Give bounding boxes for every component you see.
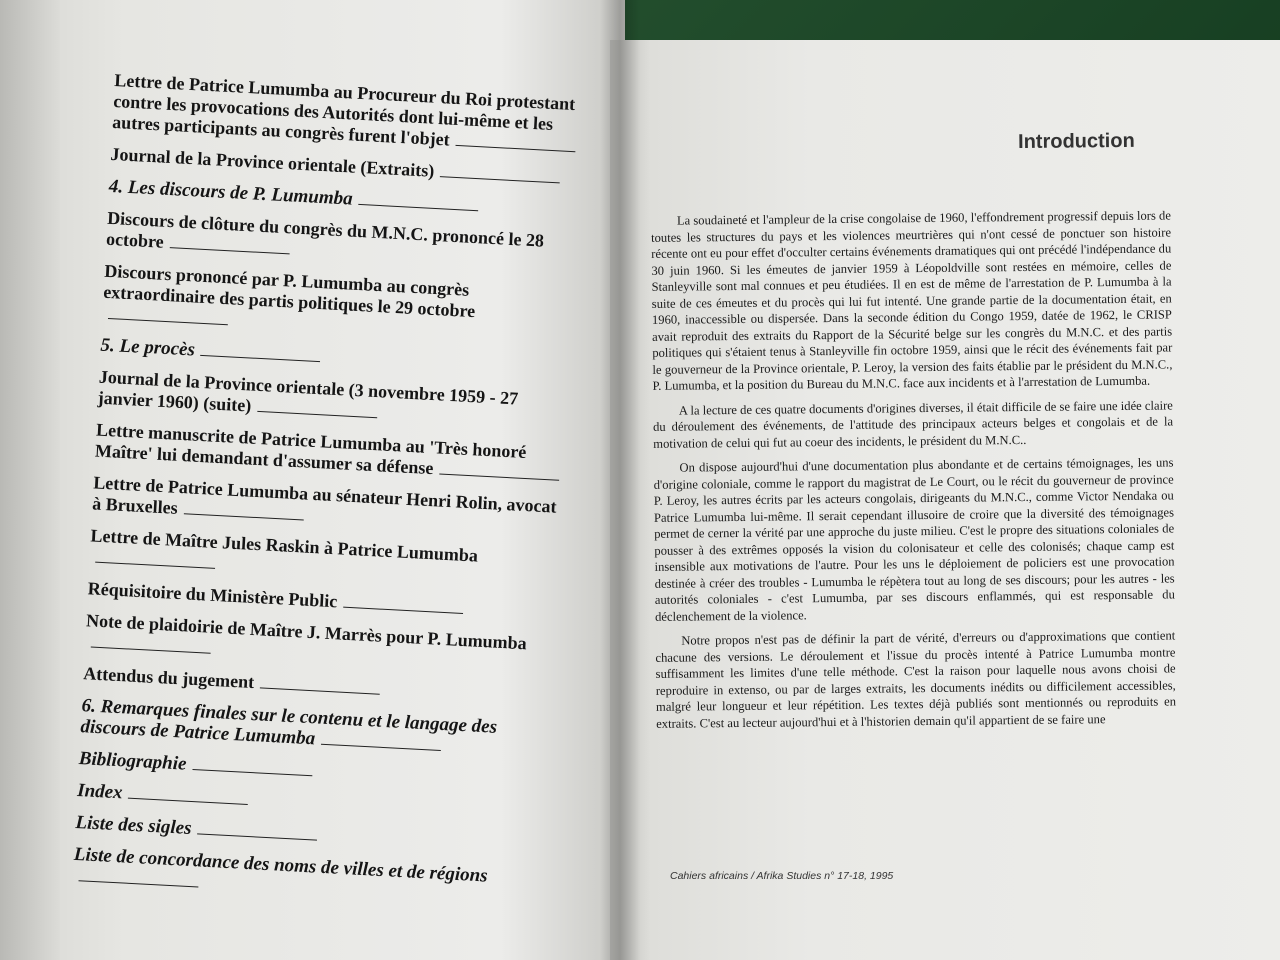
toc-leader-line	[455, 145, 575, 152]
toc-entry-title: Index	[76, 780, 124, 804]
toc-entry-title: Lettre de Patrice Lumumba au Procureur du Roi protestant contre les provocations des Autorités dont lui-même et les autres participants au congrès furent l'objet	[111, 70, 576, 150]
toc-leader-line	[197, 833, 317, 840]
table-of-contents	[72, 70, 615, 923]
toc-leader-line	[321, 744, 441, 751]
toc-entry-title: Lettre manuscrite de Patrice Lumumba au 'Très honoré Maître' lui demandant d'assumer sa défense	[94, 419, 527, 479]
toc-entry-title: Liste de concordance des noms de villes et de régions	[73, 843, 489, 887]
toc-entry-title: 5. Le procès	[100, 334, 196, 361]
toc-leader-line	[201, 355, 321, 362]
toc-leader-line	[128, 798, 248, 805]
paragraph: On dispose aujourd'hui d'une documentation plus abondante et de certains témoignages, les uns d'origine coloniale, comme le rapport du magistrat de Le Court, ou le récit du gouverneur de province P. Leroy, les autres écrits par les acteurs congolais, dirigeants du M.N.C., comme Victor Nendaka ou Patrice Lumumba lui-même. Il serait cependant illusoire de croire que la diversité des témoignages permet de cerner la vérité par une approche du juste milieu. C'est le propre des situations coloniales de pousser à des extrêmes opposés la vision du colonisateur et celle des colonisés; chaque camp est insensible aux motivations de l'autre. Pour les uns le déploiement de policiers est une provocation destinée à créer des troubles - Lumumba le répètera tout au long de ses discours; pour les autres - les autorités coloniales - c'est Lumumba, par ses discours enflammés, qui est responsable du déclenchement de la violence.	[653, 455, 1175, 624]
toc-entry-title: Note de plaidoirie de Maître J. Marrès pour P. Lumumba	[85, 610, 528, 654]
toc-leader-line	[108, 318, 228, 325]
toc-leader-line	[358, 204, 478, 211]
toc-entry-title: Lettre de Maître Jules Raskin à Patrice Lumumba	[90, 525, 479, 566]
page-title: Introduction	[1017, 129, 1135, 154]
paragraph: La soudaineté et l'ampleur de la crise congolaise de 1960, l'effondrement progressif depuis lors de toutes les structures du pays et les violences meurtrières qui n'ont cessé de ponctuer son histoire récente ont eu pour effet d'occulter certains événements dramatiques qui ont précédé l'indépendance du 30 juin 1960. Si les émeutes de janvier 1959 à Léopoldville sont restées en mémoire, celles de Stanleyville sont mal connues et peu étudiées. Il en est de même de l'arrestation de P. Lumumba à la suite de ces émeutes et du procès qui lui fut intenté. Une grande partie de la documentation était, en 1960, inaccessible ou dispersée. Dans la seconde édition du Congo 1959, datée de 1962, le CRISP avait reproduit des extraits du Rapport de la Sécurité belge sur les congrès du M.N.C. et des partis politiques qui s'étaient tenus à Stanleyville fin octobre 1959, ainsi que le récit des événements fait par le gouverneur de la Province orientale, P. Leroy, la version des faits établie par le président du M.N.C., P. Lumumba, et la position du Bureau du M.N.C. face aux incidents et à l'arrestation de Lumumba.	[650, 208, 1173, 393]
book-gutter	[600, 0, 640, 960]
page-edge	[0, 0, 60, 960]
toc-entry-title: Lettre de Patrice Lumumba au sénateur Henri Rolin, avocat à Bruxelles	[91, 472, 558, 518]
toc-leader-line	[192, 769, 312, 776]
toc-leader-line	[440, 176, 560, 183]
left-page	[0, 0, 625, 960]
toc-entry-title: Attendus du jugement	[82, 663, 255, 693]
toc-entry	[112, 70, 615, 159]
right-page	[610, 40, 1280, 960]
toc-entry-title: Discours de clôture du congrès du M.N.C. prononcé le 28 octobre	[105, 207, 545, 252]
toc-leader-line	[91, 647, 211, 654]
toc-entry-title: Journal de la Province orientale (3 novembre 1959 - 27 janvier 1960) (suite)	[97, 366, 519, 416]
toc-leader-line	[343, 607, 463, 614]
toc-leader-line	[257, 411, 377, 418]
toc-leader-line	[183, 513, 303, 520]
toc-entry	[102, 261, 605, 350]
toc-leader-line	[78, 880, 198, 887]
toc-leader-line	[95, 562, 215, 569]
toc-entry-title: 6. Remarques finales sur le contenu et le langage des discours de Patrice Lumumba	[80, 695, 498, 750]
paragraph: Notre propos n'est pas de définir la part de vérité, d'erreurs ou d'approximations que contient chacune des versions. Le déroulement et l'issue du procès intenté à Patrice Lumumba montre suffisamment les limites d'une telle méthode. C'est la raison pour laquelle nous avons choisi de reproduire in extenso, ou par de larges extraits, les documents inédits ou difficilement accessibles, malgré leur longueur et leur répétition. Les textes déjà publiés sont mentionnés ou reproduits en extraits. C'est au lecteur aujourd'hui et à l'historien demain qu'il appartient de se faire une	[655, 628, 1177, 731]
toc-entry-title: 4. Les discours de P. Lumumba	[108, 175, 354, 210]
toc-entry-title: Réquisitoire du Ministère Public	[87, 578, 338, 612]
toc-entry-title: Liste des sigles	[75, 811, 193, 840]
toc-entry-title: Discours prononcé par P. Lumumba au congrès extraordinaire des partis politiques le 29 octobre	[102, 260, 476, 322]
toc-leader-line	[439, 474, 559, 481]
paragraph: A la lecture de ces quatre documents d'origines diverses, il était difficile de se faire une idée claire du déroulement des événements, de l'attitude des principaux acteurs belges et congolais et de la motivation de celui qui fut au coeur des incidents, le président du M.N.C..	[652, 397, 1174, 451]
toc-entry-title: Journal de la Province orientale (Extraits)	[110, 143, 435, 181]
toc-entry-title: Bibliographie	[78, 748, 188, 775]
toc-leader-line	[260, 687, 380, 694]
introduction	[640, 129, 1177, 731]
page-footer: Cahiers africains / Afrika Studies n° 17-18, 1995	[670, 870, 894, 882]
toc-leader-line	[169, 247, 289, 254]
intro-body	[651, 207, 1176, 739]
